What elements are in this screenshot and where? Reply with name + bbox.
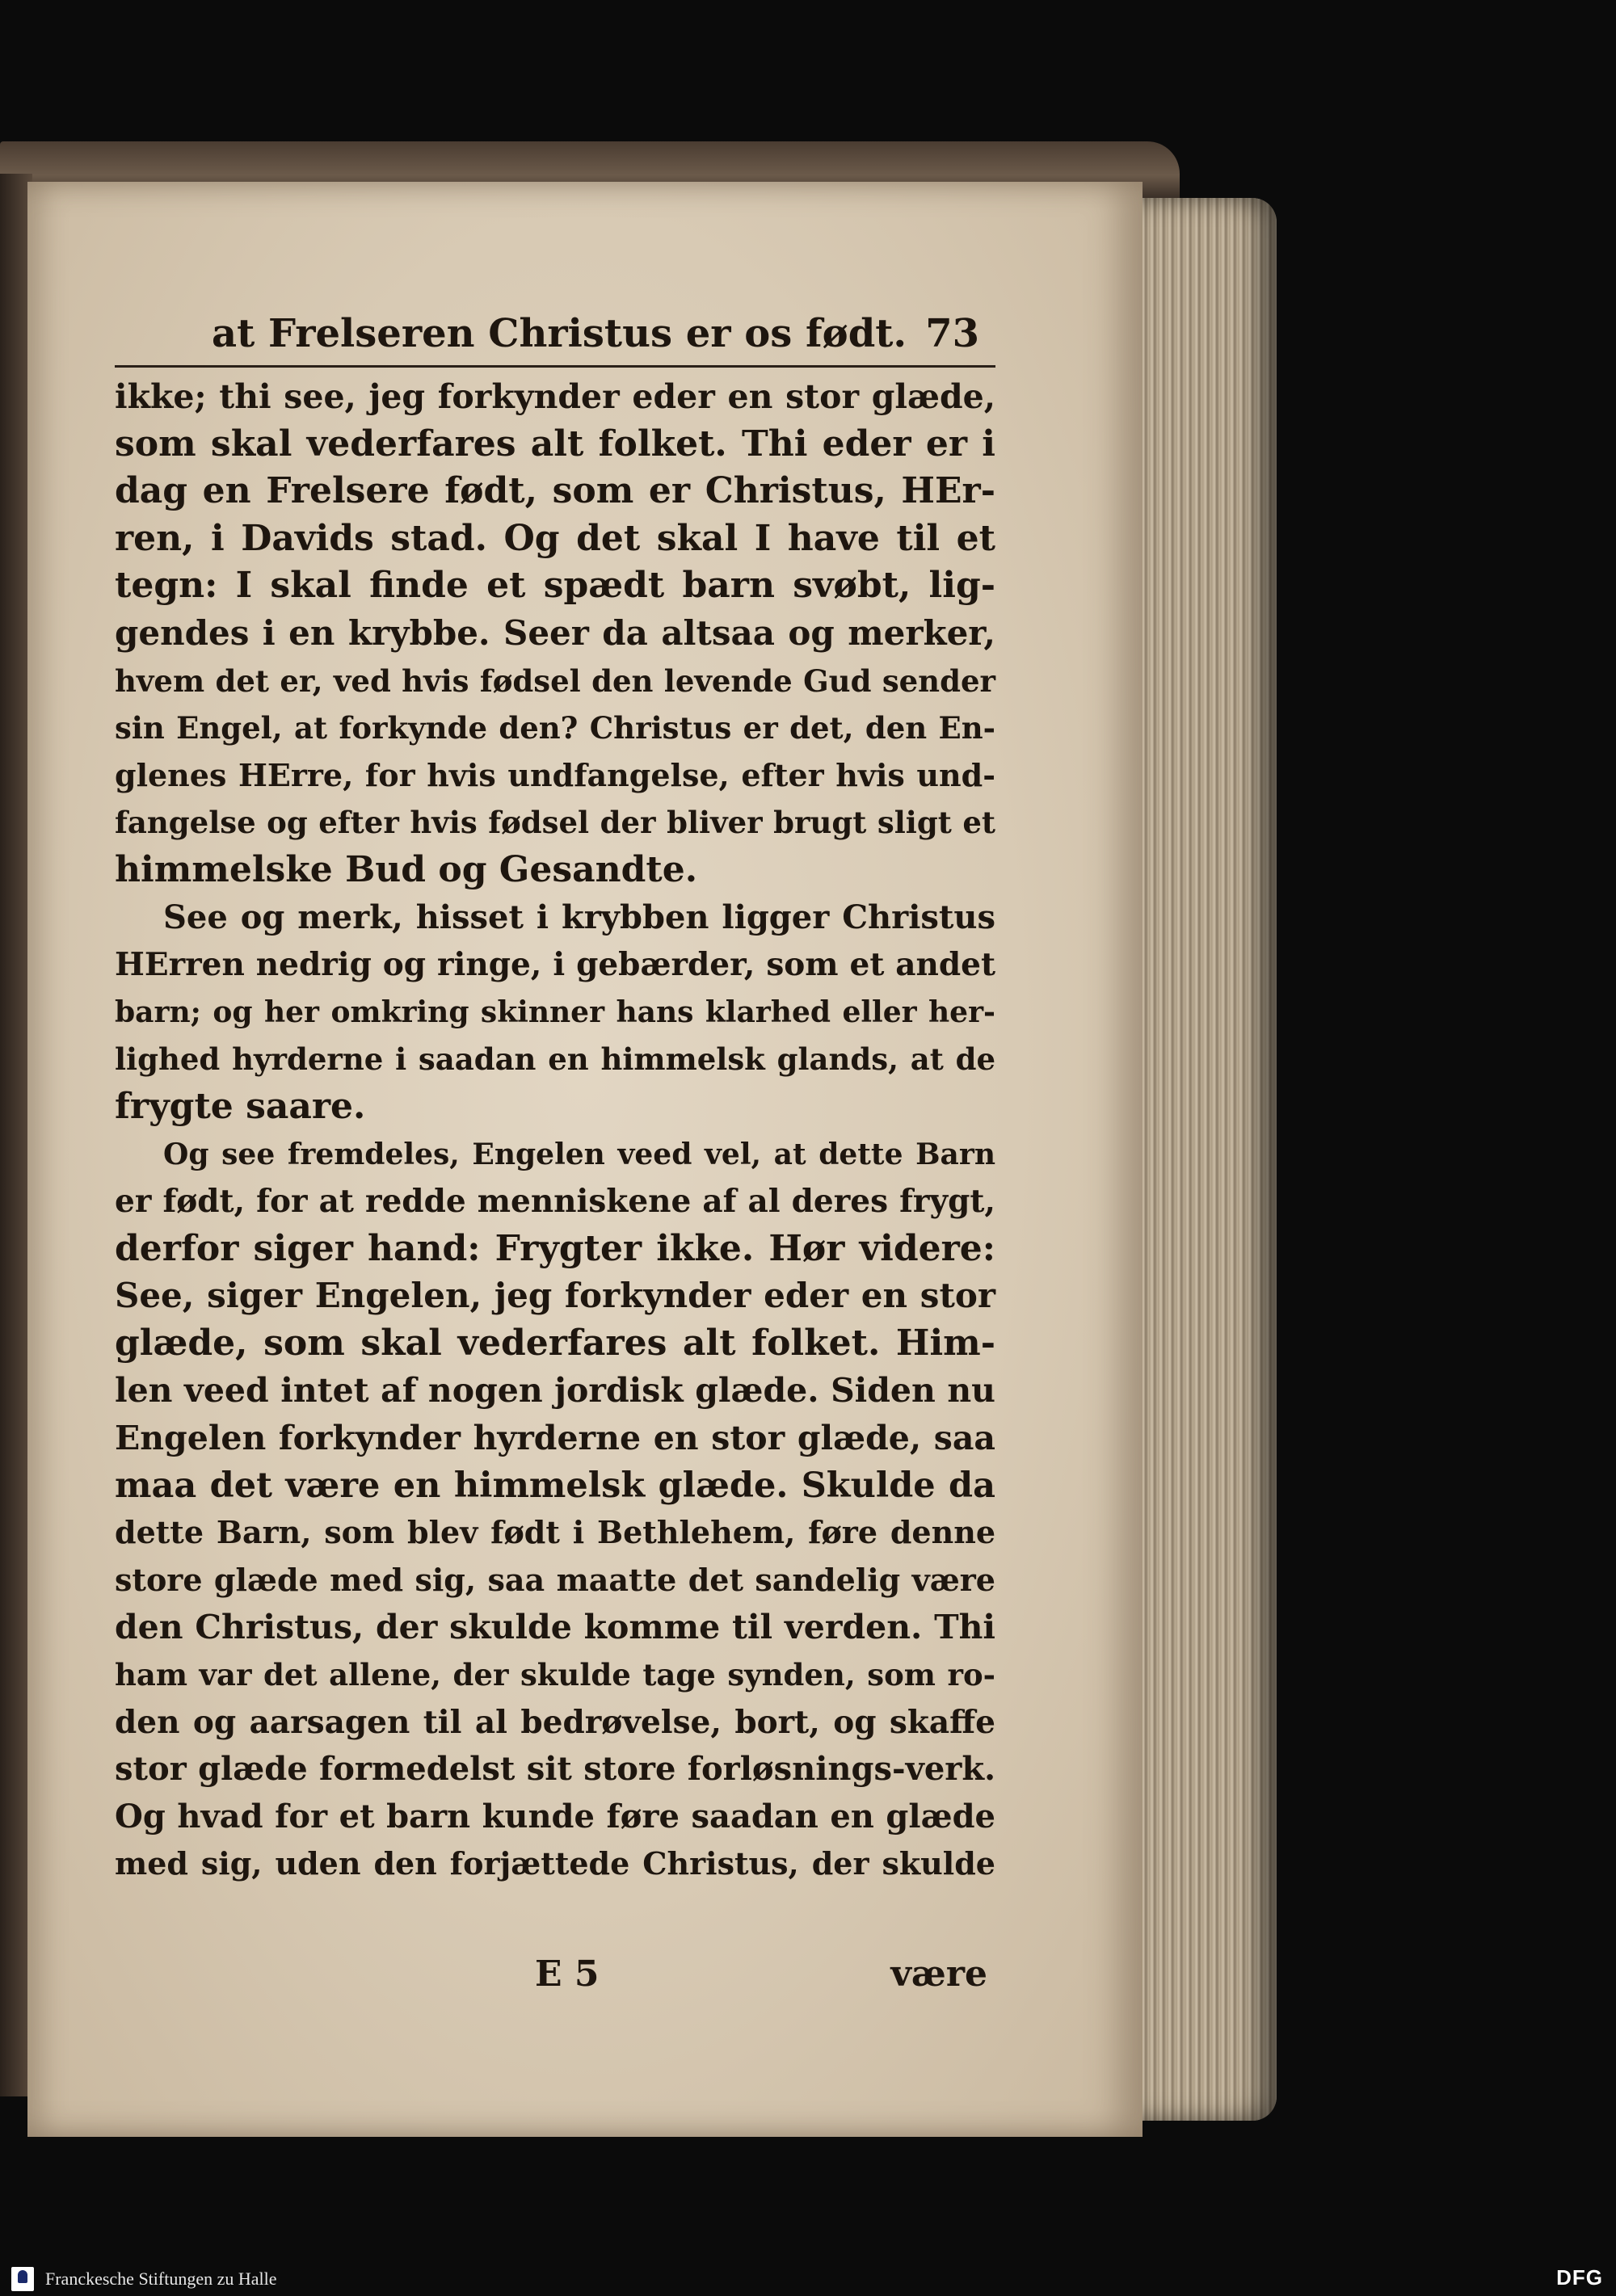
running-head-title: at Frelseren Christus er os født.	[212, 311, 907, 356]
text-line: glæde, som skal vederfares alt folket. Him-	[115, 1322, 995, 1364]
text-line: fangelse og efter hvis fødsel der bliver brugt sligt et	[115, 805, 995, 841]
catchword: være	[890, 1953, 987, 1995]
text-line: frygte saare.	[115, 1085, 366, 1127]
text-line: maa det være en himmelsk glæde. Skulde da	[115, 1465, 995, 1506]
text-line: glenes HErre, for hvis undfangelse, efter hvis und-	[115, 756, 995, 793]
body-text	[115, 373, 995, 1888]
page-edges	[1131, 198, 1277, 2121]
text-line: HErren nedrig og ringe, i gebærder, som et andet	[115, 946, 995, 984]
text-line: den og aarsagen til al bedrøvelse, bort, og skaffe	[115, 1703, 995, 1741]
dfg-logo: DFG	[1556, 2265, 1603, 2290]
text-line: ikke; thi see, jeg forkynder eder en stor glæde,	[115, 377, 995, 416]
text-line: er født, for at redde menniskene af al deres frygt,	[115, 1183, 995, 1221]
institution-logo-icon	[11, 2267, 34, 2291]
text-line: store glæde med sig, saa maatte det sandelig være	[115, 1561, 995, 1598]
text-line: hvem det er, ved hvis fødsel den levende Gud sender	[115, 662, 995, 699]
text-line: dag en Frelsere født, som er Christus, HEr-	[115, 470, 995, 512]
signature-mark: E 5	[535, 1953, 600, 1995]
running-head	[115, 311, 995, 368]
text-line: gendes i en krybbe. Seer da altsaa og merker,	[115, 612, 995, 653]
text-line: med sig, uden den forjættede Christus, der skulde	[115, 1845, 995, 1882]
text-line: barn; og her omkring skinner hans klarhed eller her-	[115, 995, 995, 1029]
text-line: Og see fremdeles, Engelen veed vel, at dette Barn	[163, 1137, 995, 1171]
text-line: stor glæde formedelst sit store forløsnings-verk.	[115, 1750, 995, 1789]
text-line: himmelske Bud og Gesandte.	[115, 848, 698, 890]
text-line: dette Barn, som blev født i Bethlehem, føre denne	[115, 1514, 995, 1551]
text-line: ham var det allene, der skulde tage synden, som ro-	[115, 1657, 995, 1693]
text-line: den Christus, der skulde komme til verden. Thi	[115, 1608, 995, 1647]
text-line: Engelen forkynder hyrderne en stor glæde, saa	[115, 1419, 995, 1458]
head-rule	[115, 365, 995, 368]
text-line: tegn: I skal finde et spædt barn svøbt, lig-	[115, 565, 995, 607]
catchline	[115, 1953, 995, 2002]
text-line: Og hvad for et barn kunde føre saadan en glæde	[115, 1797, 995, 1836]
institution-name: Franckesche Stiftungen zu Halle	[45, 2269, 277, 2289]
text-line: ren, i Davids stad. Og det skal I have til et	[115, 517, 995, 559]
text-line: See og merk, hisset i krybben ligger Christus	[163, 898, 995, 936]
text-line: See, siger Engelen, jeg forkynder eder en stor	[115, 1276, 995, 1316]
text-line: derfor siger hand: Frygter ikke. Hør videre:	[115, 1227, 995, 1269]
page-number: 73	[925, 311, 979, 356]
text-line: lighed hyrderne i saadan en himmelsk glands, at de	[115, 1041, 995, 1078]
text-line: sin Engel, at forkynde den? Christus er det, den En-	[115, 710, 995, 746]
text-line: len veed intet af nogen jordisk glæde. Siden nu	[115, 1371, 995, 1411]
text-line: som skal vederfares alt folket. Thi eder er i	[115, 423, 995, 465]
